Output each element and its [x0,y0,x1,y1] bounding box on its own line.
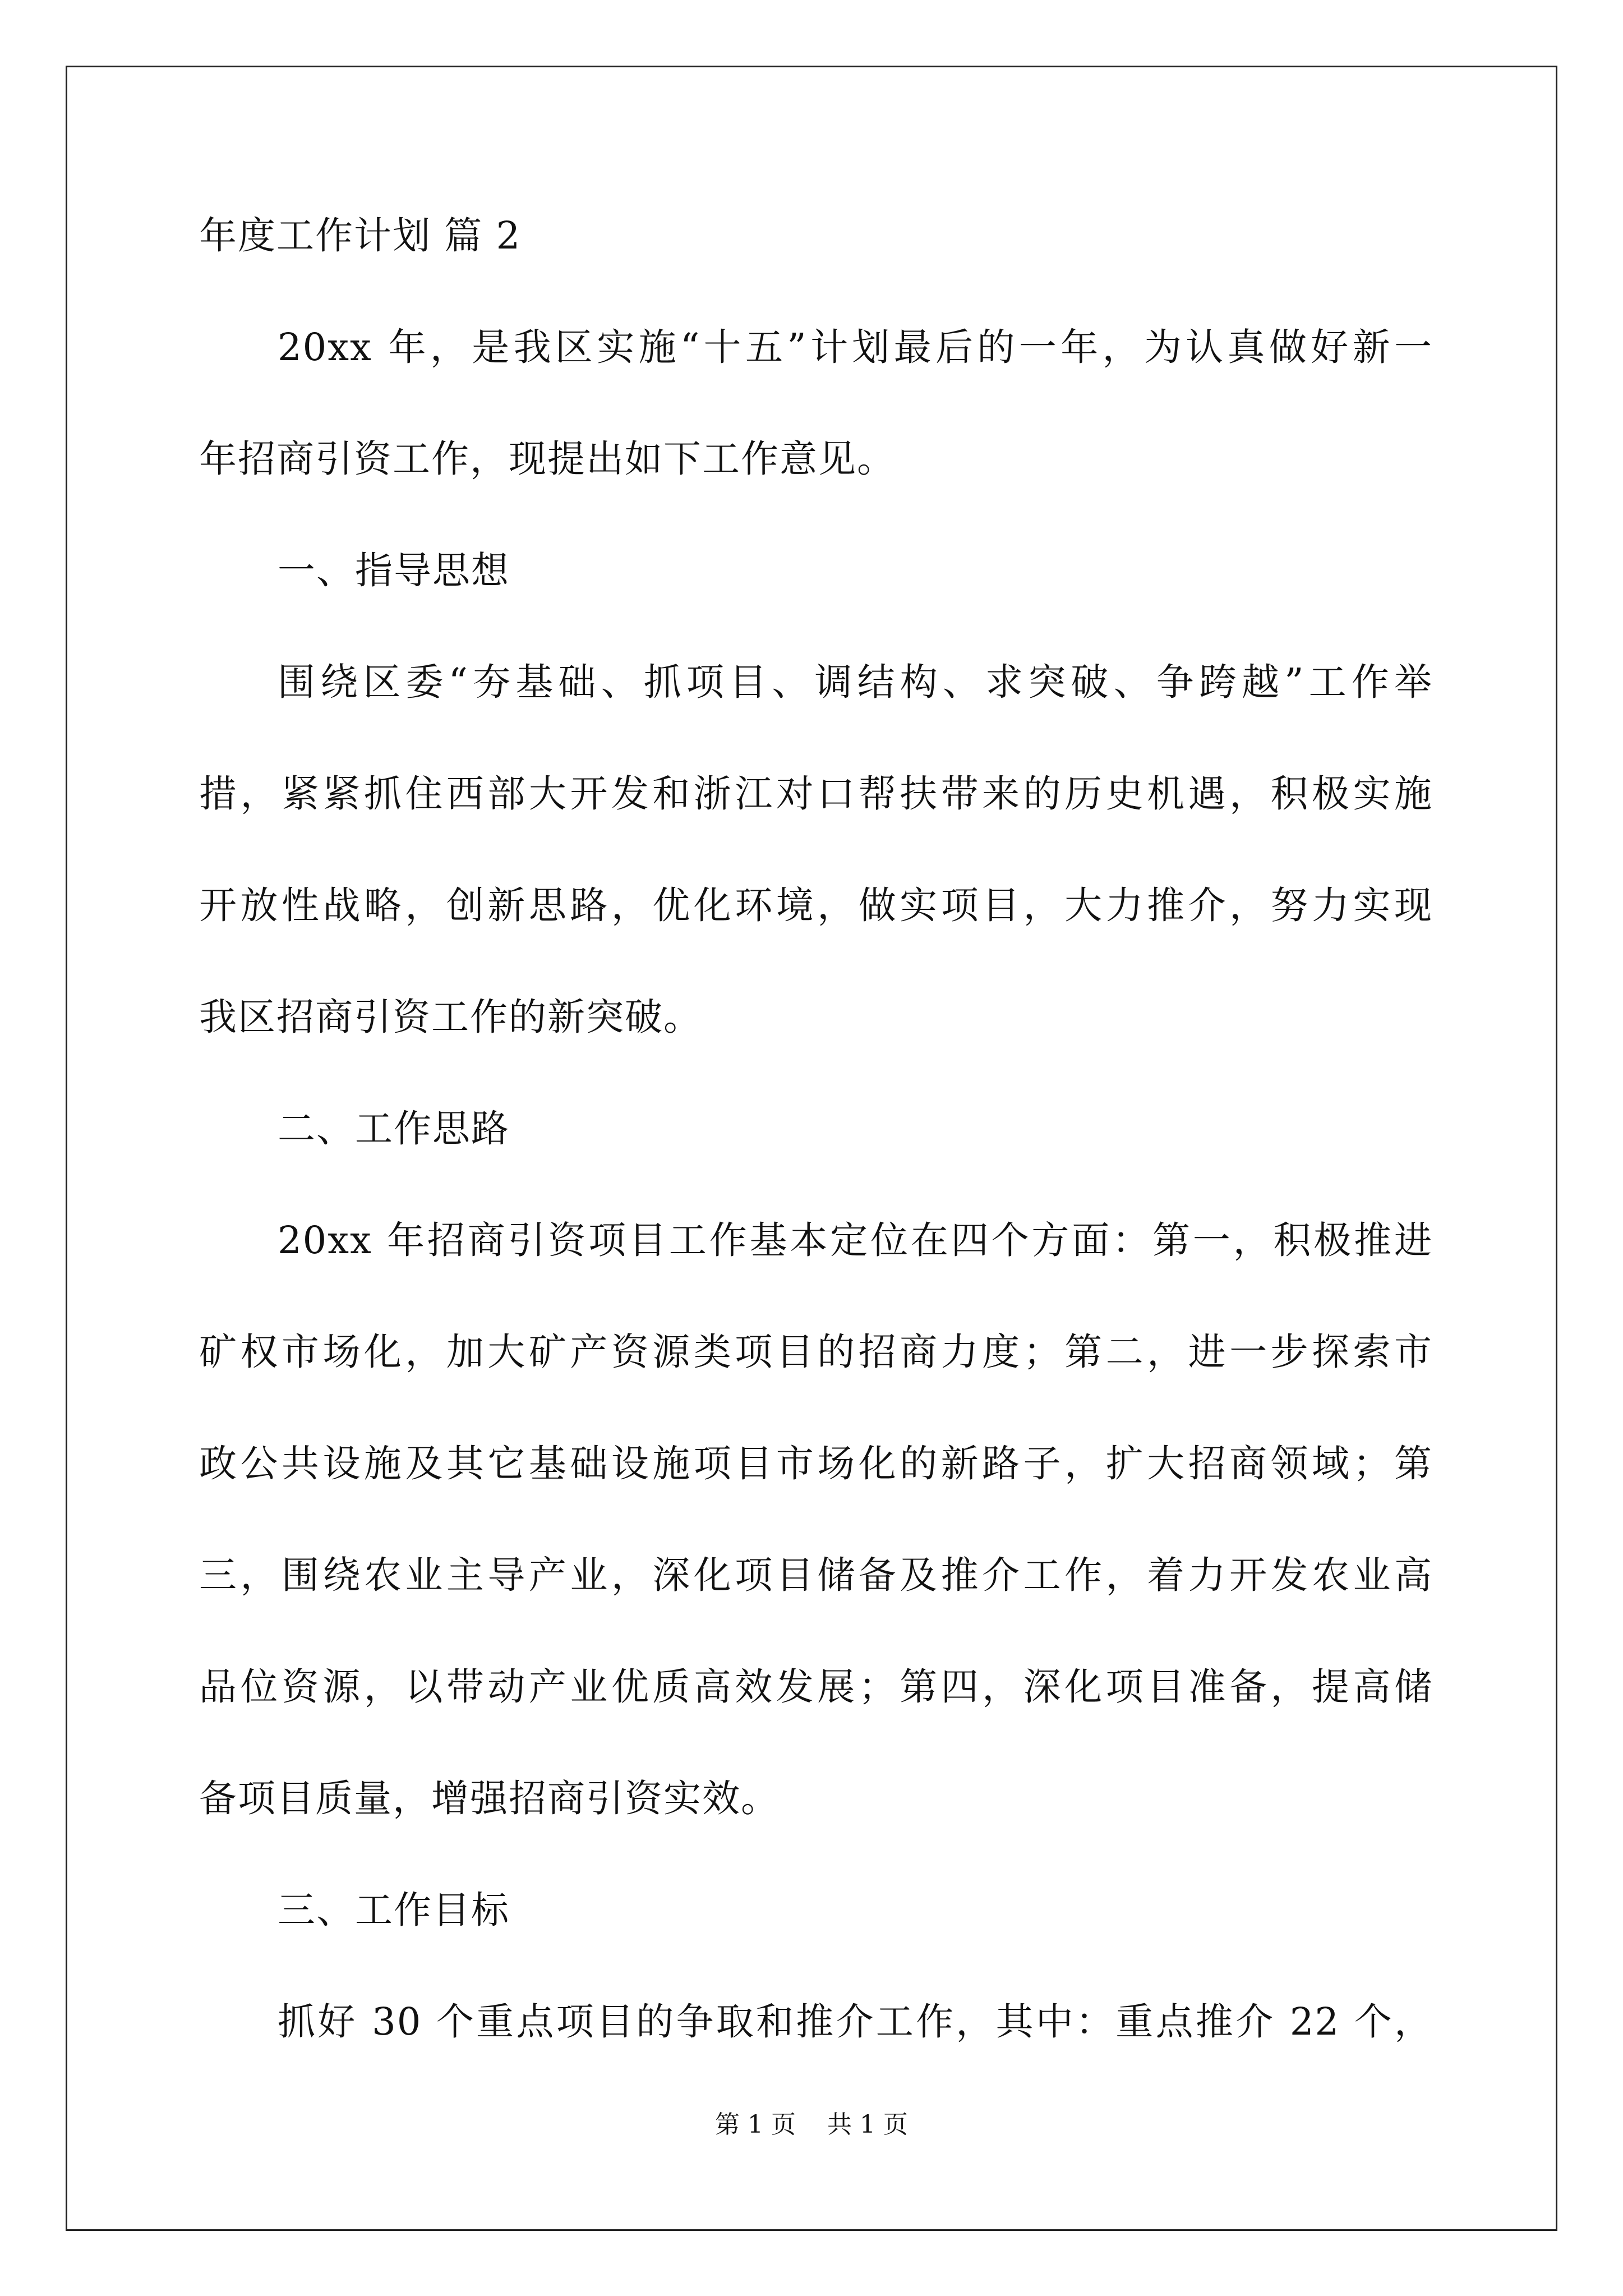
section-heading: 二、工作思路 [278,1107,510,1151]
paragraph-line: 我区招商引资工作的新突破。 [199,995,702,1039]
paragraph-line: 措，紧紧抓住西部大开发和浙江对口帮扶带来的历史机遇，积极实施 [199,772,1433,816]
section-heading: 三、工作目标 [278,1888,510,1932]
paragraph-line: 矿权市场化，加大矿产资源类项目的招商力度；第二，进一步探索市 [199,1330,1433,1374]
paragraph-line: 政公共设施及其它基础设施项目市场化的新路子，扩大招商领域；第 [199,1442,1433,1485]
section-heading: 一、指导思想 [278,549,510,592]
paragraph-line: 三，围绕农业主导产业，深化项目储备及推介工作，着力开发农业高 [199,1553,1433,1597]
paragraph-line: 开放性战略，创新思路，优化环境，做实项目，大力推介，努力实现 [199,884,1433,927]
paragraph-line: 20xx 年招商引资项目工作基本定位在四个方面：第一，积极推进 [278,1218,1433,1262]
paragraph-line: 年招商引资工作，现提出如下工作意见。 [199,437,896,481]
paragraph-line: 备项目质量，增强招商引资实效。 [199,1777,780,1820]
document-title: 年度工作计划 篇 2 [199,214,522,257]
paragraph-line: 品位资源，以带动产业优质高效发展；第四，深化项目准备，提高储 [199,1665,1433,1709]
paragraph-line: 围绕区委“夯基础、抓项目、调结构、求突破、争跨越”工作举 [278,660,1433,704]
page-number-footer: 第 1 页 共 1 页 [715,2110,908,2139]
paragraph-line: 抓好 30 个重点项目的争取和推介工作，其中：重点推介 22 个， [278,2000,1433,2044]
paragraph-line: 20xx 年，是我区实施“十五”计划最后的一年，为认真做好新一 [278,325,1433,369]
